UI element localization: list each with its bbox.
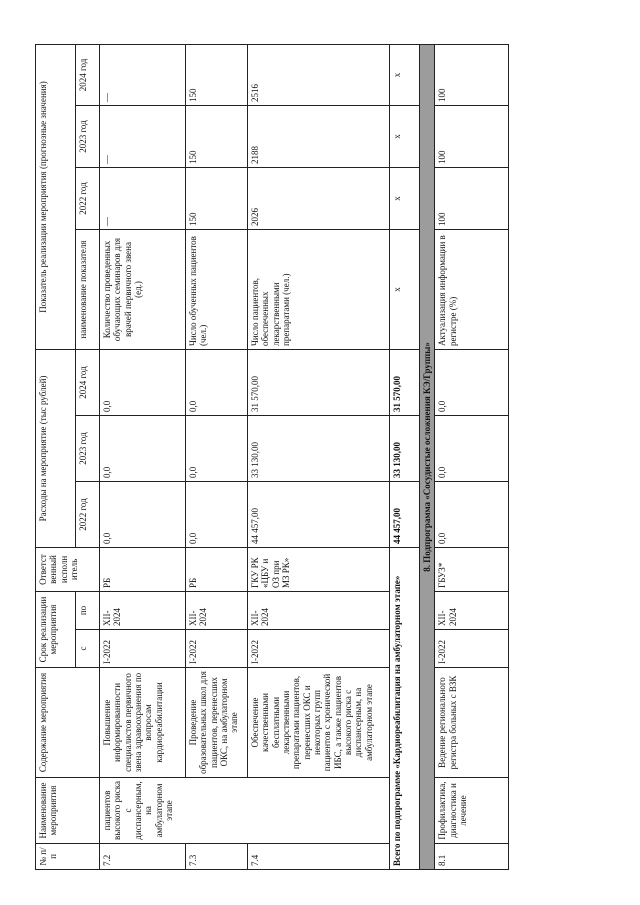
header-num: № п/п: [36, 844, 100, 870]
row-to: XII-2024: [435, 592, 509, 630]
total-row: [390, 44, 420, 869]
row-from: I-2022: [248, 630, 390, 668]
header-name: Наименование мероприятия: [36, 778, 100, 844]
header-expenses: Расходы на мероприятие (тыс рублей): [36, 350, 76, 548]
row-responsible: РБ: [100, 548, 186, 592]
row-name: пациентов высокого риска с диспансерным, на амбулаторном этапе: [100, 778, 390, 844]
row-to: XII-2024: [248, 592, 390, 630]
row-name: Профилактика, диагностика и лечение: [435, 778, 509, 844]
row-exp-2024: 31 570,00: [248, 350, 390, 416]
subprogram-header: 8. Подпрограмма «Сосудистые осложнения КЭ/Группы»: [420, 44, 435, 869]
row-content: Обеспечение качественными бесплатными лекарственными препаратами пациентов, перенесших ОКС и некоторых групп пациентов с хронической ИБС, а также пациентов высокого риска с диспансерным, на амбулаторном этапе: [248, 668, 390, 778]
row-exp-2022: 0,0: [100, 482, 186, 548]
table-row: [100, 44, 186, 869]
row-ind-2023: 100: [435, 106, 509, 168]
row-num: 7.3: [186, 844, 248, 870]
header-expenses-2023: 2023 год: [76, 416, 100, 482]
row-indicator: Актуализация информации в регистре (%): [435, 230, 509, 350]
row-ind-2023: —: [100, 106, 186, 168]
row-ind-2022: 2026: [248, 168, 390, 230]
total-ind-2023: х: [390, 106, 420, 168]
row-ind-2024: 2516: [248, 44, 390, 105]
row-content: Ведение регионального регистра больных с ВЗК: [435, 668, 509, 778]
row-from: I-2022: [435, 630, 509, 668]
row-indicator: Число пациентов, обеспеченных лекарственными препаратами (чел.): [248, 230, 390, 350]
header-indicator-name: наименование показателя: [76, 230, 100, 350]
header-responsible: Ответст венный исполн итель: [36, 548, 100, 592]
header-indicator-2024: 2024 год: [76, 44, 100, 105]
row-responsible: ГБУЗ*: [435, 548, 509, 592]
header-term-from: с: [76, 630, 100, 668]
row-indicator: Количество проведенных обучающих семинаров для врачей первичного звена (ед.): [100, 230, 186, 350]
row-num: 7.4: [248, 844, 390, 870]
rotated-page: [35, 45, 505, 870]
row-content: Проведение образовательных школ для пациентов, перенесших ОКС, на амбулаторном этапе: [186, 668, 248, 778]
row-num: 8.1: [435, 844, 509, 870]
header-expenses-2022: 2022 год: [76, 482, 100, 548]
total-exp-2022: 44 457,00: [390, 482, 420, 548]
header-term-to: по: [76, 592, 100, 630]
row-from: I-2022: [186, 630, 248, 668]
row-ind-2022: —: [100, 168, 186, 230]
row-content: Повышение информированности специалистов первичного звена здравоохранения по вопросам кардиореабилитации: [100, 668, 186, 778]
header-expenses-2024: 2024 год: [76, 350, 100, 416]
row-exp-2023: 0,0: [435, 416, 509, 482]
row-exp-2022: 44 457,00: [248, 482, 390, 548]
row-ind-2022: 150: [186, 168, 248, 230]
total-indicator: х: [390, 230, 420, 350]
table-row: [186, 44, 248, 869]
total-ind-2022: х: [390, 168, 420, 230]
table-row: [248, 44, 390, 869]
row-exp-2023: 0,0: [186, 416, 248, 482]
header-term: Срок реализации мероприятия: [36, 592, 76, 668]
total-label: Всего по подпрограмме «Кардиореабилитация на амбулаторном этапе»: [390, 548, 420, 870]
table-row: [435, 44, 509, 869]
row-to: XII-2024: [186, 592, 248, 630]
row-ind-2023: 150: [186, 106, 248, 168]
row-exp-2024: 0,0: [186, 350, 248, 416]
header-indicator: Показатель реализации мероприятия (прогнозные значения): [36, 44, 76, 349]
header-indicator-2022: 2022 год: [76, 168, 100, 230]
row-exp-2022: 0,0: [435, 482, 509, 548]
row-ind-2022: 100: [435, 168, 509, 230]
row-responsible: РБ: [186, 548, 248, 592]
row-from: I-2022: [100, 630, 186, 668]
row-exp-2023: 0,0: [100, 416, 186, 482]
row-responsible: ГКУ РК «ЦБУ и ОЗ при МЗ РК»: [248, 548, 390, 592]
row-exp-2024: 0,0: [435, 350, 509, 416]
row-exp-2024: 0,0: [100, 350, 186, 416]
row-ind-2024: 100: [435, 44, 509, 105]
row-num: 7.2: [100, 844, 186, 870]
row-exp-2022: 0,0: [186, 482, 248, 548]
total-ind-2024: х: [390, 44, 420, 105]
row-ind-2023: 2188: [248, 106, 390, 168]
header-content: Содержание мероприятия: [36, 668, 100, 778]
row-ind-2024: 150: [186, 44, 248, 105]
measures-table: [35, 44, 509, 870]
total-exp-2023: 33 130,00: [390, 416, 420, 482]
row-ind-2024: —: [100, 44, 186, 105]
subprogram-row: [420, 44, 435, 869]
row-indicator: Число обученных пациентов (чел.): [186, 230, 248, 350]
header-indicator-2023: 2023 год: [76, 106, 100, 168]
row-to: XII-2024: [100, 592, 186, 630]
total-exp-2024: 31 570,00: [390, 350, 420, 416]
row-exp-2023: 33 130,00: [248, 416, 390, 482]
